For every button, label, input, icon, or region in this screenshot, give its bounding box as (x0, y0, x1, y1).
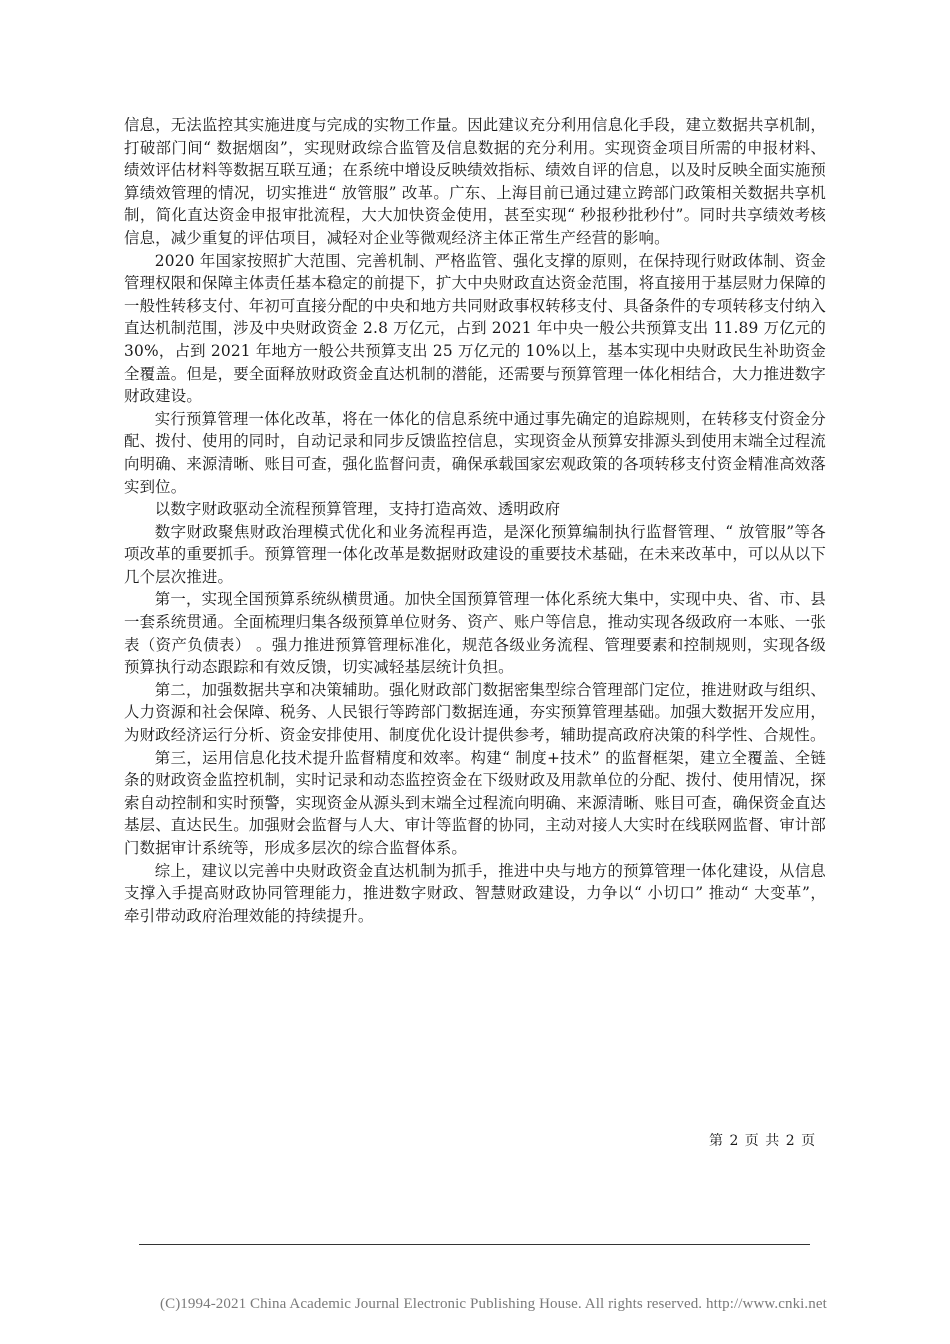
copyright-notice: (C)1994-2021 China Academic Journal Electronic Publishing House. All rights reserved. http://www.cnki.net (160, 1296, 827, 1312)
section-heading: 以数字财政驱动全流程预算管理，支持打造高效、透明政府 (154, 500, 561, 519)
paragraph-digital-finance: 数字财政聚焦财政治理模式优化和业务流程再造，是深化预算编制执行监督管理、“ 放管服”等各项改革的重要抓手。预算管理一体化改革是数据财政建设的重要技术基础，在未来改革中，可以从以下几个层次推进。 (124, 522, 826, 586)
paragraph-conclusion: 综上，建议以完善中央财政资金直达机制为抓手，推进中央与地方的预算管理一体化建设，从信息支撑入手提高财政协同管理能力，推进数字财政、智慧财政建设，力争以“ 小切口” 推动“ 大变革”，牵引带动政府治理效能的持续提升。 (124, 861, 826, 925)
paragraph-continuation: 信息，无法监控其实施进度与完成的实物工作量。因此建议充分利用信息化手段，建立数据共享机制，打破部门间“ 数据烟囱”，实现财政综合监管及信息数据的充分利用。实现资金项目所需的申报材料、绩效评估材料等数据互联互通；在系统中增设反映绩效指标、绩效自评的信息，以及时反映全面实施预算绩效管理的情况，切实推进“ 放管服” 改革。广东、上海目前已通过建立跨部门政策相关数据共享机制，简化直达资金申报审批流程，大大加快资金使用，甚至实现“ 秒报秒批秒付”。同时共享绩效考核信息，减少重复的评估项目，减轻对企业等微观经济主体正常生产经营的影响。 (124, 116, 826, 247)
paragraph-point-two: 第二，加强数据共享和决策辅助。强化财政部门数据密集型综合管理部门定位，推进财政与组织、人力资源和社会保障、税务、人民银行等跨部门数据连通，夯实预算管理基础。加强大数据开发应用，为财政经济运行分析、资金安排使用、制度优化设计提供参考，辅助提高政府决策的科学性、合规性。 (124, 680, 826, 745)
article-body (124, 114, 826, 927)
paragraph-integration-reform: 实行预算管理一体化改革，将在一体化的信息系统中通过事先确定的追踪规则，在转移支付资金分配、拨付、使用的同时，自动记录和同步反馈监控信息，实现资金从预算安排源头到使用末端全过程流向明确、来源清晰、账目可查，强化监督问责，确保承载国家宏观政策的各项转移支付资金精准高效落实到位。 (124, 409, 826, 496)
footer-divider (139, 1244, 810, 1245)
paragraph-point-three: 第三，运用信息化技术提升监督精度和效率。构建“ 制度+技术” 的监督框架，建立全覆盖、全链条的财政资金监控机制，实时记录和动态监控资金在下级财政及用款单位的分配、拨付、使用情况，探索自动控制和实时预警，实现资金从源头到末端全过程流向明确、来源清晰、账目可查，确保资金直达基层、直达民生。加强财会监督与人大、审计等监督的协同，主动对接人大实时在线联网监督、审计部门数据审计系统等，形成多层次的综合监督体系。 (124, 748, 826, 857)
paragraph-direct-funds-scope: 2020 年国家按照扩大范围、完善机制、严格监管、强化支撑的原则，在保持现行财政体制、资金管理权限和保障主体责任基本稳定的前提下，扩大中央财政直达资金范围，将直接用于基层财力保障的一般性转移支付、年初可直接分配的中央和地方共同财政事权转移支付、具备条件的专项转移支付纳入直达机制范围，涉及中央财政资金 2.8 万亿元，占到 2021 年中央一般公共预算支出 11.89 万亿元的 30%，占到 2021 年地方一般公共预算支出 25 万亿元的 10%以上，基本实现中央财政民生补助资金全覆盖。但是，要全面释放财政资金直达机制的潜能，还需要与预算管理一体化相结合，大力推进数字财政建设。 (124, 251, 826, 406)
page-number: 第 2 页 共 2 页 (709, 1133, 817, 1149)
paragraph-point-one: 第一，实现全国预算系统纵横贯通。加快全国预算管理一体化系统大集中，实现中央、省、市、县一套系统贯通。全面梳理归集各级预算单位财务、资产、账户等信息，推动实现各级政府一本账、一张表（资产负债表） 。强力推进预算管理标准化，规范各级业务流程、管理要素和控制规则，实现各级预算执行动态跟踪和有效反馈，切实减轻基层统计负担。 (124, 590, 826, 677)
